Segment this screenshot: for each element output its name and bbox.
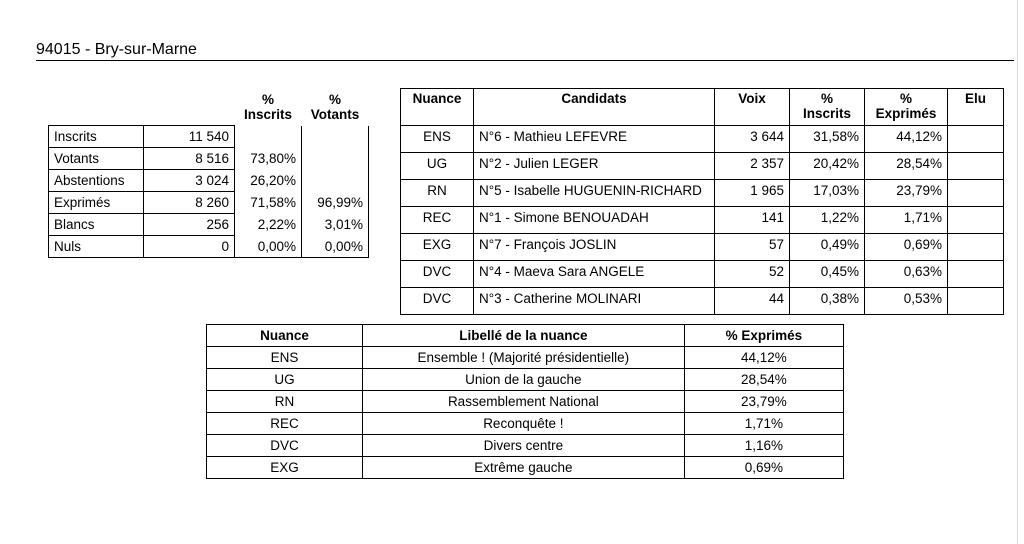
page-edge — [1017, 0, 1018, 544]
col-pct-exprimes: % Exprimés — [865, 89, 948, 126]
col-nuance: Nuance — [207, 325, 363, 347]
turnout-row: Votants 8 516 73,80% — [49, 148, 369, 170]
col-voix: Voix — [715, 89, 790, 126]
page-title: 94015 - Bry-sur-Marne — [36, 40, 1014, 61]
turnout-row: Blancs 256 2,22% 3,01% — [49, 214, 369, 236]
col-nuance: Nuance — [401, 89, 474, 126]
col-elu: Elu — [948, 89, 1004, 126]
turnout-row: Exprimés 8 260 71,58% 96,99% — [49, 192, 369, 214]
candidate-row: DVC N°4 - Maeva Sara ANGELE 52 0,45% 0,63% — [401, 261, 1004, 288]
nuances-table — [206, 324, 844, 479]
candidate-row: REC N°1 - Simone BENOUADAH 141 1,22% 1,71% — [401, 207, 1004, 234]
candidate-row: EXG N°7 - François JOSLIN 57 0,49% 0,69% — [401, 234, 1004, 261]
nuance-row: DVC Divers centre 1,16% — [207, 435, 844, 457]
turnout-row: Nuls 0 0,00% 0,00% — [49, 236, 369, 258]
candidate-row: ENS N°6 - Mathieu LEFEVRE 3 644 31,58% 44,12% — [401, 126, 1004, 153]
nuance-row: UG Union de la gauche 28,54% — [207, 369, 844, 391]
col-pct-inscrits: % Inscrits — [790, 89, 865, 126]
col-pct-exprimes: % Exprimés — [684, 325, 843, 347]
candidates-header — [401, 89, 1004, 126]
candidates-table — [400, 88, 1004, 315]
nuance-row: ENS Ensemble ! (Majorité présidentielle) 44,12% — [207, 347, 844, 369]
candidate-row: DVC N°3 - Catherine MOLINARI 44 0,38% 0,53% — [401, 288, 1004, 315]
col-candidats: Candidats — [474, 89, 715, 126]
nuance-row: EXG Extrême gauche 0,69% — [207, 457, 844, 479]
nuances-header — [207, 325, 844, 347]
turnout-table — [48, 90, 369, 258]
col-pct-inscrits: % Inscrits — [243, 92, 293, 122]
candidate-row: UG N°2 - Julien LEGER 2 357 20,42% 28,54% — [401, 153, 1004, 180]
turnout-row: Inscrits 11 540 — [49, 126, 369, 148]
col-pct-votants: % Votants — [310, 92, 360, 122]
candidate-row: RN N°5 - Isabelle HUGUENIN-RICHARD 1 965 17,03% 23,79% — [401, 180, 1004, 207]
nuance-row: REC Reconquête ! 1,71% — [207, 413, 844, 435]
col-libelle: Libellé de la nuance — [362, 325, 684, 347]
turnout-row: Abstentions 3 024 26,20% — [49, 170, 369, 192]
nuance-row: RN Rassemblement National 23,79% — [207, 391, 844, 413]
